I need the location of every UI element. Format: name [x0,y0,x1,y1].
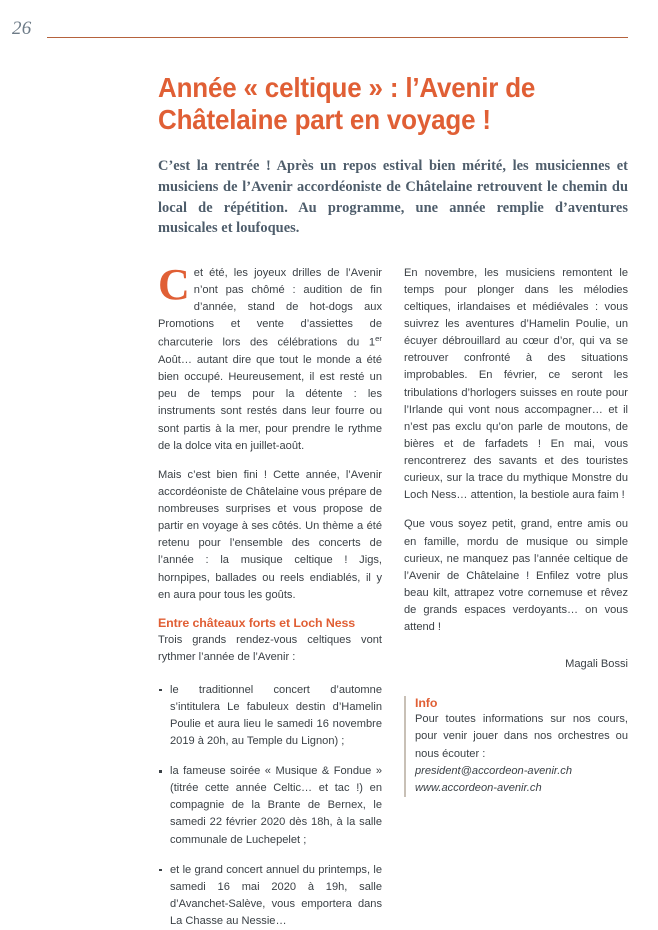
left-paragraph-1: Cet été, les joyeux drilles de l’Avenir n’ont pas chômé : audition de fin d’année, stand de hot-dogs aux Promotions et vente d’assiettes de charcuterie lors des célébrations du 1er Août… autant dire que tout le monde a été bien occupé. Heureusement, il est resté un peu de temps pour la détente : les instruments sont restés dans leur fourre ou sont partis à la mer, pour prendre le rythme de la dolce vita en juillet-août. [158,259,382,452]
header-divider-rule [47,37,628,38]
column-right [404,265,628,797]
article-columns [158,259,628,928]
info-box-title: Info [415,696,438,711]
info-box-body: Pour toutes informations sur nos cours, pour venir jouer dans nos orchestres ou nous écouter : [415,713,628,760]
article-byline: Magali Bossi [565,658,628,671]
page-number: 26 [12,18,32,39]
list-item: la fameuse soirée « Musique & Fondue » (titrée cette année Celtic… et tac !) en compagnie de la Brante de Bernex, le samedi 22 février 2020 dès 18h, à la salle communale de Luchepelet ; [158,763,382,849]
section-subheading: Entre châteaux forts et Loch Ness [158,615,356,630]
events-list [158,682,382,930]
right-paragraph-2: Que vous soyez petit, grand, entre amis ou en famille, mordu de musique ou simple curieux, ne manquez pas l’année celtique de l’Avenir de Châtelaine ! Enfilez votre plus beau kilt, attrapez votre cornemuse et rêvez de grands espaces verdoyants… on vous attend ! [404,518,628,634]
info-box [404,696,628,797]
info-box-website[interactable]: www.accordeon-avenir.ch [415,781,542,794]
article-standfirst: C’est la rentrée ! Après un repos estival bien mérité, les musiciennes et musiciens de l’Avenir accordéoniste de Châtelaine retrouvent le chemin du local de répétition. Au programme, une année remplie d’aventures musicales et loufoques. [158,158,628,237]
right-paragraph-1: En novembre, les musiciens remontent le temps pour plonger dans les mélodies celtiques, irlandaises et médiévales : vous suivrez les aventures d’Hamelin Poulie, un écuyer débrouillard au cœur d’or, qui va se retrouver confronté à des situations improbables. En février, ce seront les tribulations d’horlogers suisses en route pour l’Irlande qui vont nous accompagner… et il n’est pas exclu qu’on parle de moutons, de bières et de farfadets ! En mai, vous rencontrerez des savants et des touristes curieux, sur la trace du mythique Monstre du Loch Ness… attention, la bestiole aura faim ! [404,266,628,502]
page-header [0,18,658,44]
headline-line-1: Année « celtique » : l’Avenir de [158,72,536,103]
article-headline [158,72,628,136]
list-item: et le grand concert annuel du printemps, le samedi 16 mai 2020 à 19h, salle d’Avanchet-Salève, vous emportera dans La Chasse au Nessie… [158,862,382,930]
list-item: le traditionnel concert d’automne s’intitulera Le fabuleux destin d’Hamelin Poulie et aura lieu le samedi 16 novembre 2019 à 20h, au Temple du Lignon) ; [158,682,382,751]
subheading-intro: Trois grands rendez-vous celtiques vont rythmer l’année de l’Avenir : [158,634,382,664]
column-left [158,259,382,930]
article-content [158,72,628,928]
headline-line-2: Châtelaine part en voyage ! [158,104,491,136]
info-box-email[interactable]: president@accordeon-avenir.ch [415,764,573,777]
left-paragraph-2: Mais c’est bien fini ! Cette année, l’Avenir accordéoniste de Châtelaine vous prépare de nombreuses surprises et vous propose de partir en voyage à ses côtés. Un thème a été retenu pour l’ensemble des concerts de l’année : la musique celtique ! Jigs, hornpipes, ballades ou reels endiablés, il y en aura pour tous les goûts. [158,468,382,601]
